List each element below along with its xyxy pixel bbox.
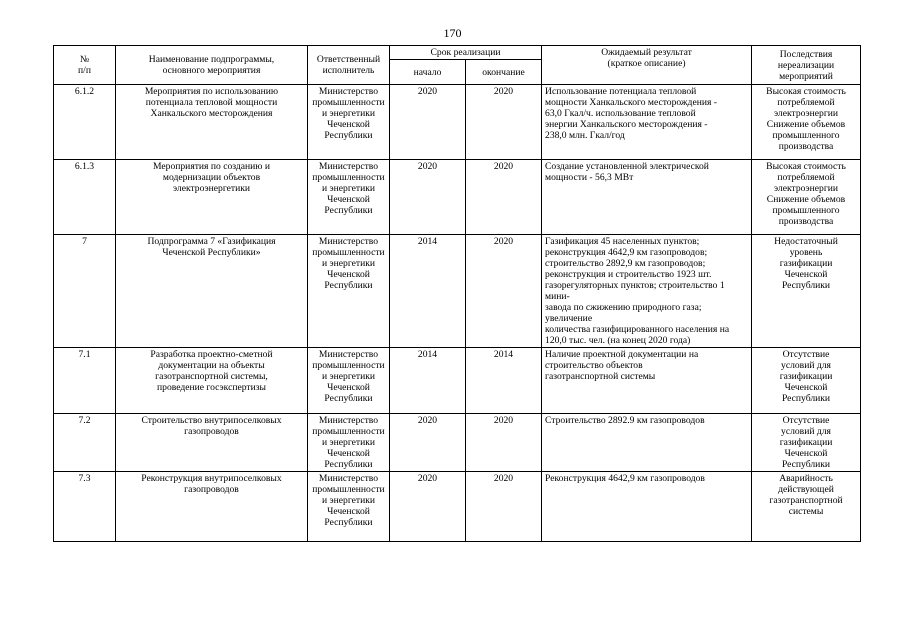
header-start: начало <box>390 60 466 85</box>
table-row <box>54 85 861 160</box>
row-responsible: Министерство промышленности и энергетики Чеченской Республики <box>308 160 390 235</box>
row-end: 2020 <box>466 472 542 542</box>
row-number: 7.3 <box>54 472 116 542</box>
row-name: Разработка проектно-сметной документации на объекты газотранспортной системы, проведение госэкспертизы <box>116 348 308 414</box>
row-consequences: Недостаточный уровень газификации Чеченской Республики <box>752 235 861 348</box>
row-name: Строительство внутрипоселковых газопроводов <box>116 414 308 472</box>
row-start: 2020 <box>390 414 466 472</box>
row-consequences: Отсутствие условий для газификации Чеченской Республики <box>752 414 861 472</box>
row-end: 2020 <box>466 85 542 160</box>
table-row <box>54 348 861 414</box>
row-start: 2020 <box>390 160 466 235</box>
row-consequences: Высокая стоимость потребляемой электроэнергии Снижение объемов промышленного производства <box>752 160 861 235</box>
row-end: 2020 <box>466 160 542 235</box>
row-number: 7 <box>54 235 116 348</box>
row-result: Использование потенциала тепловой мощности Ханкальского месторождения - 63,0 Гкал/ч. использование тепловой энергии Ханкальского месторождения - 238,0 млн. Гкал/год <box>542 85 752 160</box>
row-name: Мероприятия по использованию потенциала тепловой мощности Ханкальского месторождения <box>116 85 308 160</box>
row-responsible: Министерство промышленности и энергетики Чеченской Республики <box>308 85 390 160</box>
row-result: Строительство 2892.9 км газопроводов <box>542 414 752 472</box>
header-result: Ожидаемый результат (краткое описание) <box>542 46 752 85</box>
header-num: № п/п <box>54 46 116 85</box>
program-table <box>53 45 861 542</box>
header-consequences: Последствия нереализации мероприятий <box>752 46 861 85</box>
row-start: 2020 <box>390 85 466 160</box>
row-start: 2014 <box>390 235 466 348</box>
row-start: 2020 <box>390 472 466 542</box>
row-consequences: Высокая стоимость потребляемой электроэнергии Снижение объемов промышленного производства <box>752 85 861 160</box>
row-responsible: Министерство промышленности и энергетики Чеченской Республики <box>308 348 390 414</box>
table-row <box>54 472 861 542</box>
table-body <box>54 85 861 542</box>
row-end: 2014 <box>466 348 542 414</box>
header-end: окончание <box>466 60 542 85</box>
table-row <box>54 235 861 348</box>
row-responsible: Министерство промышленности и энергетики Чеченской Республики <box>308 235 390 348</box>
row-number: 7.2 <box>54 414 116 472</box>
row-result: Реконструкция 4642,9 км газопроводов <box>542 472 752 542</box>
row-consequences: Отсутствие условий для газификации Чеченской Республики <box>752 348 861 414</box>
row-number: 6.1.2 <box>54 85 116 160</box>
row-result: Газификация 45 населенных пунктов; реконструкция 4642,9 км газопроводов; строительство 2892,9 км газопроводов; реконструкция и строительство 1923 шт. газорегуляторных пунктов; строительство 1 мини- завода по сжижению природного газа; увеличение количества газифицированного населения на 120,0 тыс. чел. (на конец 2020 года) <box>542 235 752 348</box>
row-name: Мероприятия по созданию и модернизации объектов электроэнергетики <box>116 160 308 235</box>
table-row <box>54 414 861 472</box>
header-period: Срок реализации <box>390 46 542 60</box>
row-result: Создание установленной электрической мощности - 56,3 МВт <box>542 160 752 235</box>
header-name: Наименование подпрограммы, основного мероприятия <box>116 46 308 85</box>
row-responsible: Министерство промышленности и энергетики Чеченской Республики <box>308 414 390 472</box>
row-result: Наличие проектной документации на строительство объектов газотранспортной системы <box>542 348 752 414</box>
row-end: 2020 <box>466 414 542 472</box>
row-end: 2020 <box>466 235 542 348</box>
table-row <box>54 160 861 235</box>
row-consequences: Аварийность действующей газотранспортной системы <box>752 472 861 542</box>
row-name: Подпрограмма 7 «Газификация Чеченской Республики» <box>116 235 308 348</box>
row-name: Реконструкция внутрипоселковых газопроводов <box>116 472 308 542</box>
row-number: 6.1.3 <box>54 160 116 235</box>
page-number: 170 <box>443 26 462 40</box>
header-responsible: Ответственный исполнитель <box>308 46 390 85</box>
row-responsible: Министерство промышленности и энергетики Чеченской Республики <box>308 472 390 542</box>
row-start: 2014 <box>390 348 466 414</box>
row-number: 7.1 <box>54 348 116 414</box>
